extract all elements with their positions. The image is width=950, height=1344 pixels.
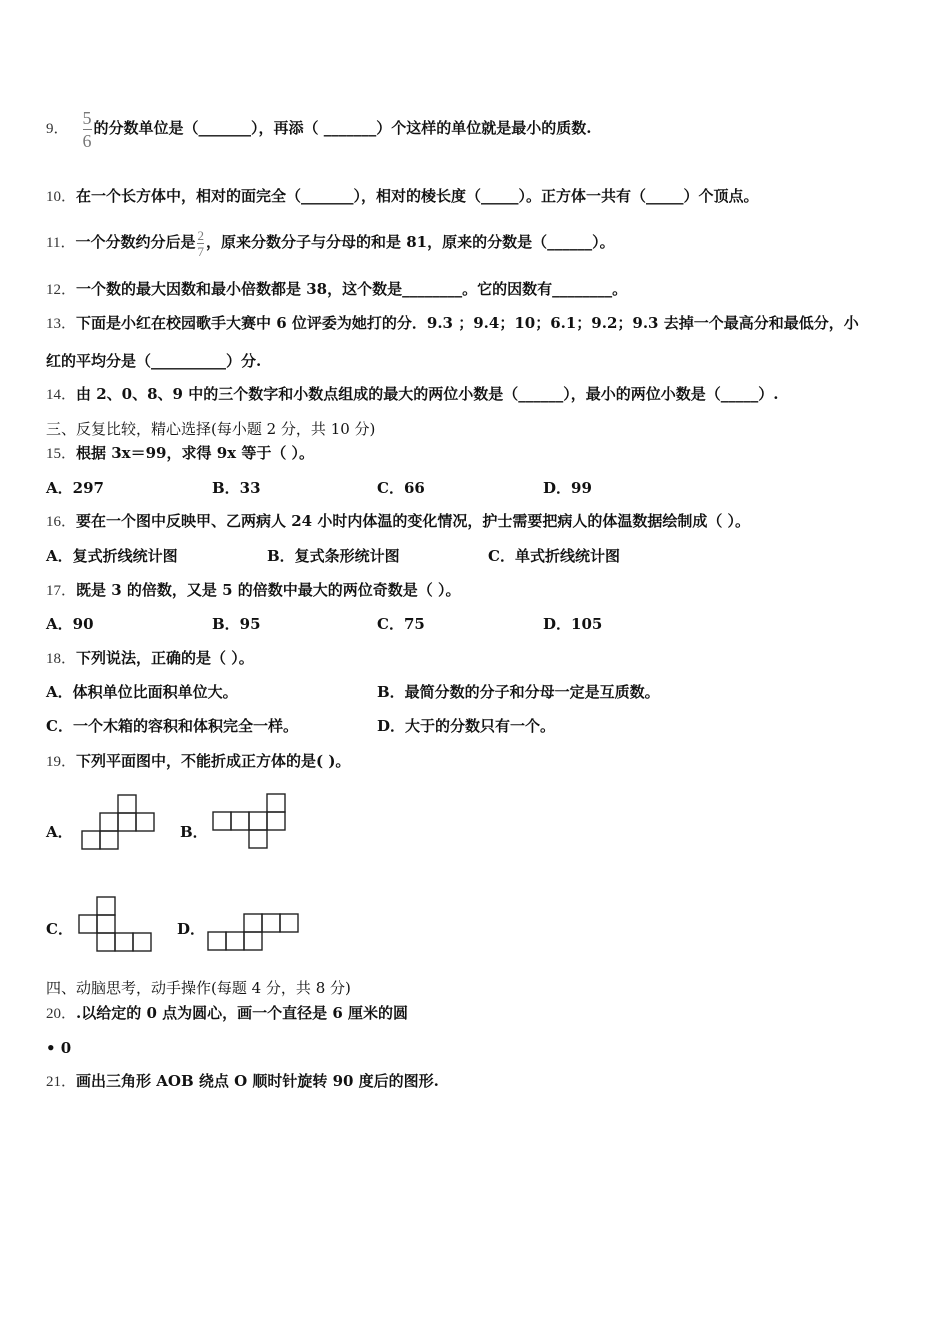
question-9 xyxy=(46,102,591,155)
question-number: 20． xyxy=(46,1006,77,1022)
cube-net-b[interactable] xyxy=(211,793,289,851)
net-square xyxy=(118,795,136,813)
question-text: 下列平面图中，不能折成正方体的是( )。 xyxy=(76,752,351,770)
option-b-label[interactable]: B． xyxy=(180,823,208,841)
option-d[interactable]: D．99 xyxy=(543,479,592,497)
option-a[interactable]: A．复式折线统计图 xyxy=(46,547,178,565)
net-square xyxy=(231,812,249,830)
question-text: 在一个长方体中，相对的面完全（_______），相对的棱长度（_____）。正方体一共有（_____）个顶点。 xyxy=(76,187,759,205)
net-square xyxy=(249,812,267,830)
question-14 xyxy=(46,384,778,405)
question-text: .以给定的 0 点为圆心，画一个直径是 6 厘米的圆 xyxy=(76,1004,409,1022)
net-square xyxy=(226,932,244,950)
net-square xyxy=(280,914,298,932)
question-number: 13． xyxy=(46,316,77,332)
question-text: 下列说法，正确的是（ ）。 xyxy=(76,649,254,667)
net-square xyxy=(213,812,231,830)
question-number: 15． xyxy=(46,446,77,462)
question-10 xyxy=(46,186,759,207)
net-square xyxy=(244,932,262,950)
option-a[interactable]: A．90 xyxy=(46,615,94,633)
question-text: 一个数的最大因数和最小倍数都是 38，这个数是________。它的因数有________。 xyxy=(76,280,628,298)
option-d-label[interactable]: D． xyxy=(177,920,206,938)
net-square xyxy=(97,915,115,933)
fraction xyxy=(197,228,204,259)
cube-net-c[interactable] xyxy=(77,896,153,954)
option-c[interactable]: C．一个木箱的容积和体积完全一样。 xyxy=(46,717,298,735)
question-number: 10． xyxy=(46,189,77,205)
question-13 xyxy=(46,313,859,334)
numerator: 5 xyxy=(82,107,92,128)
question-number: 18． xyxy=(46,651,77,667)
question-number: 16． xyxy=(46,514,77,530)
section-3-heading: 三、反复比较，精心选择(每小题 2 分，共 10 分) xyxy=(46,420,376,438)
question-13-continued xyxy=(46,351,261,371)
question-text: 的分数单位是（_______），再添（ _______）个这样的单位就是最小的质数. xyxy=(93,119,592,137)
question-12 xyxy=(46,279,627,300)
question-text: 要在一个图中反映甲、乙两病人 24 小时内体温的变化情况，护士需要把病人的体温数据绘制成（ ）。 xyxy=(76,512,751,530)
question-21 xyxy=(46,1071,439,1092)
net-square xyxy=(97,933,115,951)
section-4-heading: 四、动脑思考，动手操作(每题 4 分，共 8 分) xyxy=(46,979,351,997)
question-text: 画出三角形 AOB 绕点 O 顺时针旋转 90 度后的图形. xyxy=(76,1072,439,1090)
question-text-pre: 一个分数约分后是 xyxy=(75,233,196,251)
question-number: 14． xyxy=(46,387,77,403)
net-square xyxy=(100,813,118,831)
net-square xyxy=(97,897,115,915)
question-number: 11． xyxy=(46,235,76,251)
net-square xyxy=(118,813,136,831)
question-18 xyxy=(46,648,254,669)
question-number: 21． xyxy=(46,1074,77,1090)
question-text: 根据 3x＝99，求得 9x 等于（ ）。 xyxy=(76,444,315,462)
fraction xyxy=(83,107,92,152)
question-text: 既是 3 的倍数，又是 5 的倍数中最大的两位奇数是（ ）。 xyxy=(76,581,461,599)
option-b[interactable]: B．33 xyxy=(212,479,261,497)
question-16 xyxy=(46,511,750,532)
option-c-label[interactable]: C． xyxy=(46,920,73,938)
option-a[interactable]: A．体积单位比面积单位大。 xyxy=(46,683,238,701)
denominator: 7 xyxy=(197,243,204,259)
option-b[interactable]: B．95 xyxy=(212,615,261,633)
option-b[interactable]: B．最简分数的分子和分母一定是互质数。 xyxy=(377,683,660,701)
center-point-o: • 0 xyxy=(46,1039,72,1057)
denominator: 6 xyxy=(82,130,92,151)
option-a-label[interactable]: A． xyxy=(46,823,73,841)
net-square xyxy=(267,794,285,812)
question-19 xyxy=(46,751,350,772)
net-square xyxy=(136,813,154,831)
question-number: 12． xyxy=(46,282,77,298)
option-d[interactable]: D．105 xyxy=(543,615,603,633)
net-square xyxy=(115,933,133,951)
question-17 xyxy=(46,580,461,601)
net-square xyxy=(262,914,280,932)
question-text-post: ，原来分数分子与分母的和是 81，原来的分数是（______）。 xyxy=(205,233,615,251)
net-square xyxy=(208,932,226,950)
net-square xyxy=(79,915,97,933)
net-square xyxy=(82,831,100,849)
net-square xyxy=(267,812,285,830)
net-square xyxy=(133,933,151,951)
question-text: 由 2、0、8、9 中的三个数字和小数点组成的最大的两位小数是（______），最小的两位小数是（_____）. xyxy=(76,385,779,403)
net-square xyxy=(100,831,118,849)
question-number: 17． xyxy=(46,583,77,599)
option-a[interactable]: A．297 xyxy=(46,479,104,497)
option-c[interactable]: C．66 xyxy=(377,479,425,497)
numerator: 2 xyxy=(197,227,204,243)
cube-net-a[interactable] xyxy=(80,794,156,850)
question-text: 下面是小红在校园歌手大赛中 6 位评委为她打的分．9.3 ；9.4；10；6.1；9.2；9.3 去掉一个最高分和最低分，小 xyxy=(76,314,859,332)
net-square xyxy=(249,830,267,848)
question-number: 9． xyxy=(46,121,69,137)
question-15 xyxy=(46,443,314,464)
question-text: 红的平均分是（__________）分. xyxy=(46,352,262,370)
option-b[interactable]: B．复式条形统计图 xyxy=(267,547,400,565)
option-d[interactable]: D．大于的分数只有一个。 xyxy=(377,717,556,735)
question-11 xyxy=(46,222,615,263)
cube-net-d[interactable] xyxy=(206,913,300,953)
option-c[interactable]: C．75 xyxy=(377,615,425,633)
question-20 xyxy=(46,1003,408,1024)
option-c[interactable]: C．单式折线统计图 xyxy=(488,547,620,565)
net-square xyxy=(244,914,262,932)
question-number: 19． xyxy=(46,754,77,770)
